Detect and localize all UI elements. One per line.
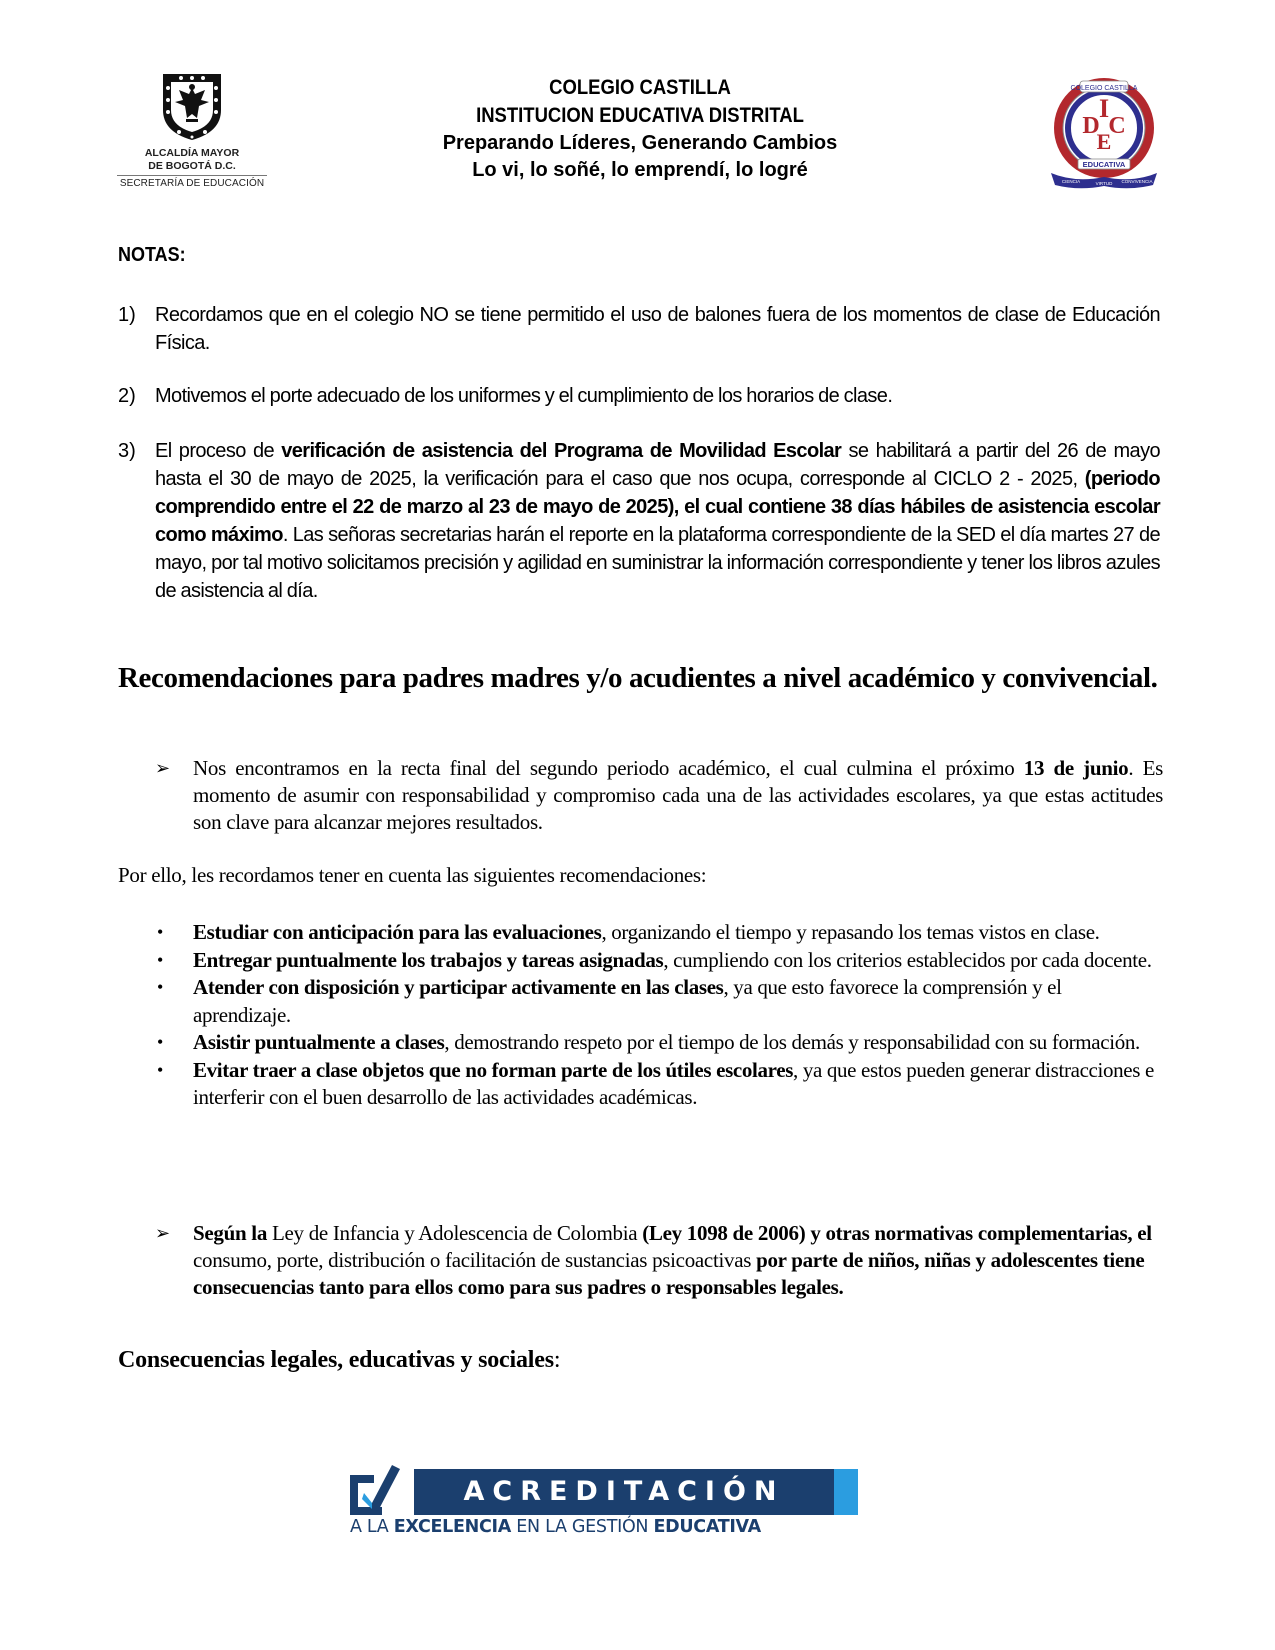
text-part: Nos encontramos en la recta final del segundo periodo académico, el cual culmina el próximo xyxy=(193,756,1024,780)
notes-title: NOTAS: xyxy=(118,244,186,266)
arrow-list-item xyxy=(155,755,1163,836)
note-text-bold: (periodo comprendido entre el 22 de marzo al 23 de mayo de 2025), el cual contiene 38 días hábiles de asistencia escolar como máximo xyxy=(155,468,1160,546)
bullet-icon: • xyxy=(157,1032,163,1052)
note-text: Recordamos que en el colegio NO se tiene permitido el uso de balones fuera de los momentos de clase de Educación Física. xyxy=(155,304,1160,354)
crest-educativa-text: EDUCATIVA xyxy=(1082,160,1126,169)
recommendation-rest: , organizando el tiempo y repasando los temas vistos en clase. xyxy=(601,920,1100,944)
bullet-icon: • xyxy=(157,922,163,942)
note-number: 3) xyxy=(118,440,136,462)
crest-banner-1: CIENCIA xyxy=(1061,179,1081,184)
recommendation-bold: Atender con disposición y participar activamente en las clases xyxy=(193,975,724,999)
text-bold: Según la xyxy=(193,1221,268,1245)
arrow-list-item xyxy=(155,1220,1163,1301)
consequences-heading-colon: : xyxy=(553,1347,561,1373)
recommendation-rest: , demostrando respeto por el tiempo de los demás y responsabilidad con su formación. xyxy=(444,1030,1140,1054)
recommendation-item xyxy=(155,947,1155,975)
note-item xyxy=(118,382,1160,410)
recommendation-bold: Entregar puntualmente los trabajos y tareas asignadas xyxy=(193,947,664,972)
note-text-part: El proceso de xyxy=(155,440,282,462)
note-text xyxy=(155,437,1160,605)
crest-banner-2: VIRTUD xyxy=(1095,181,1113,186)
arrow-bullet-icon: ➢ xyxy=(155,1223,170,1244)
alcaldia-divider xyxy=(117,175,267,176)
consequences-heading-text: Consecuencias legales, educativas y sociales xyxy=(118,1347,554,1373)
sub-part: A LA xyxy=(350,1517,394,1537)
recommendations-list xyxy=(155,919,1155,1112)
arrow-item-text xyxy=(193,755,1163,836)
recommendation-item xyxy=(155,974,1155,1029)
note-text-bold: verificación de asistencia del Programa de Movilidad Escolar xyxy=(281,440,842,462)
note-item xyxy=(118,301,1160,357)
alcaldia-logo xyxy=(112,70,272,195)
recommendation-bold: Asistir puntualmente a clases xyxy=(193,1030,445,1054)
crest-monogram-c: C xyxy=(1108,113,1126,139)
bullet-icon: • xyxy=(157,1059,163,1080)
bogota-coat-of-arms-icon xyxy=(159,70,225,142)
text-bold: por parte de niños, niñas y adolescentes tiene consecuencias tanto para ellos como para sus padres o responsables legales. xyxy=(193,1248,1145,1299)
accreditation-word: ACREDITACIÓN xyxy=(463,1476,785,1507)
crest-banner-3: CONVIVENCIA xyxy=(1121,179,1153,184)
recommendation-rest: , ya que estos pueden generar distracciones e interferir con el buen desarrollo de las actividades académicas. xyxy=(193,1057,1154,1109)
consequences-heading xyxy=(118,1347,560,1374)
recommendation-bold: Estudiar con anticipación para las evaluaciones xyxy=(193,920,602,944)
sub-bold: EDUCATIVA xyxy=(653,1517,761,1537)
accreditation-subtitle xyxy=(350,1517,862,1537)
text-part: consumo, porte, distribución o facilitación de sustancias psicoactivas xyxy=(193,1248,757,1272)
alcaldia-line-3: SECRETARÍA DE EDUCACIÓN xyxy=(119,178,265,189)
text-part: . Es momento de asumir con responsabilidad y compromiso cada una de las actividades escolares, ya que estas actitudes son clave para alcanzar mejores resultados. xyxy=(193,756,1163,834)
note-text-part: se habilitará a partir del 26 de mayo hasta el 30 de mayo de 2025, la verificación para el caso que nos ocupa, corresponde al CICLO 2 - 2025, xyxy=(155,440,1160,490)
recommendation-item xyxy=(155,919,1155,947)
arrow-item-text xyxy=(193,1220,1163,1301)
note-item xyxy=(118,437,1160,605)
note-text-part: . Las señoras secretarias harán el reporte en la plataforma correspondiente de la SED el día martes 27 de mayo, por tal motivo solicitamos precisión y agilidad en suministrar la información correspondiente y tener los libros azules de asistencia al día. xyxy=(155,524,1161,602)
crest-monogram-i: I xyxy=(1098,94,1110,123)
crest-monogram-d: D xyxy=(1082,113,1100,139)
colegio-castilla-crest-icon xyxy=(1045,73,1163,191)
text-bold: (Ley 1098 de 2006) y otras normativas complementarias, el xyxy=(642,1221,1152,1245)
text-bold: 13 de junio xyxy=(1023,756,1129,780)
recommendation-item xyxy=(155,1029,1155,1057)
alcaldia-line-1: ALCALDÍA MAYOR xyxy=(144,147,240,159)
school-name: COLEGIO CASTILLA xyxy=(549,76,731,99)
institution-type: INSTITUCION EDUCATIVA DISTRITAL xyxy=(476,104,804,127)
bullet-icon: • xyxy=(157,977,163,997)
text-part: Ley de Infancia y Adolescencia de Colombia xyxy=(267,1221,643,1245)
crest-monogram-e: E xyxy=(1096,129,1112,154)
recommendation-rest: , cumpliendo con los criterios establecidos por cada docente. xyxy=(663,947,1152,972)
sub-part: EN LA GESTIÓN xyxy=(511,1517,654,1537)
recommendation-item xyxy=(155,1057,1155,1112)
school-slogan: Lo vi, lo soñé, lo emprendí, lo logré xyxy=(472,159,808,181)
accreditation-bar-accent xyxy=(834,1469,858,1515)
alcaldia-line-2: DE BOGOTÁ D.C. xyxy=(148,160,236,172)
school-motto: Preparando Líderes, Generando Cambios xyxy=(442,132,838,154)
recommendation-rest: , ya que esto favorece la comprensión y el aprendizaje. xyxy=(193,975,1062,1027)
crest-top-text: COLEGIO CASTILLA xyxy=(1070,85,1138,92)
arrow-bullet-icon: ➢ xyxy=(155,758,170,779)
bullet-icon: • xyxy=(157,949,163,970)
checkmark-box-icon xyxy=(348,1463,404,1515)
note-number: 2) xyxy=(118,385,136,407)
school-header xyxy=(400,74,880,184)
note-number: 1) xyxy=(118,304,136,326)
accreditation-logo xyxy=(348,1455,863,1540)
recommendations-intro: Por ello, les recordamos tener en cuenta las siguientes recomendaciones: xyxy=(118,863,707,887)
recommendation-bold: Evitar traer a clase objetos que no forman parte de los útiles escolares xyxy=(193,1057,794,1082)
recommendations-heading: Recomendaciones para padres madres y/o acudientes a nivel académico y convivencial. xyxy=(118,662,1158,694)
note-text: Motivemos el porte adecuado de los uniformes y el cumplimiento de los horarios de clase. xyxy=(155,385,893,407)
sub-bold: EXCELENCIA xyxy=(393,1517,512,1537)
